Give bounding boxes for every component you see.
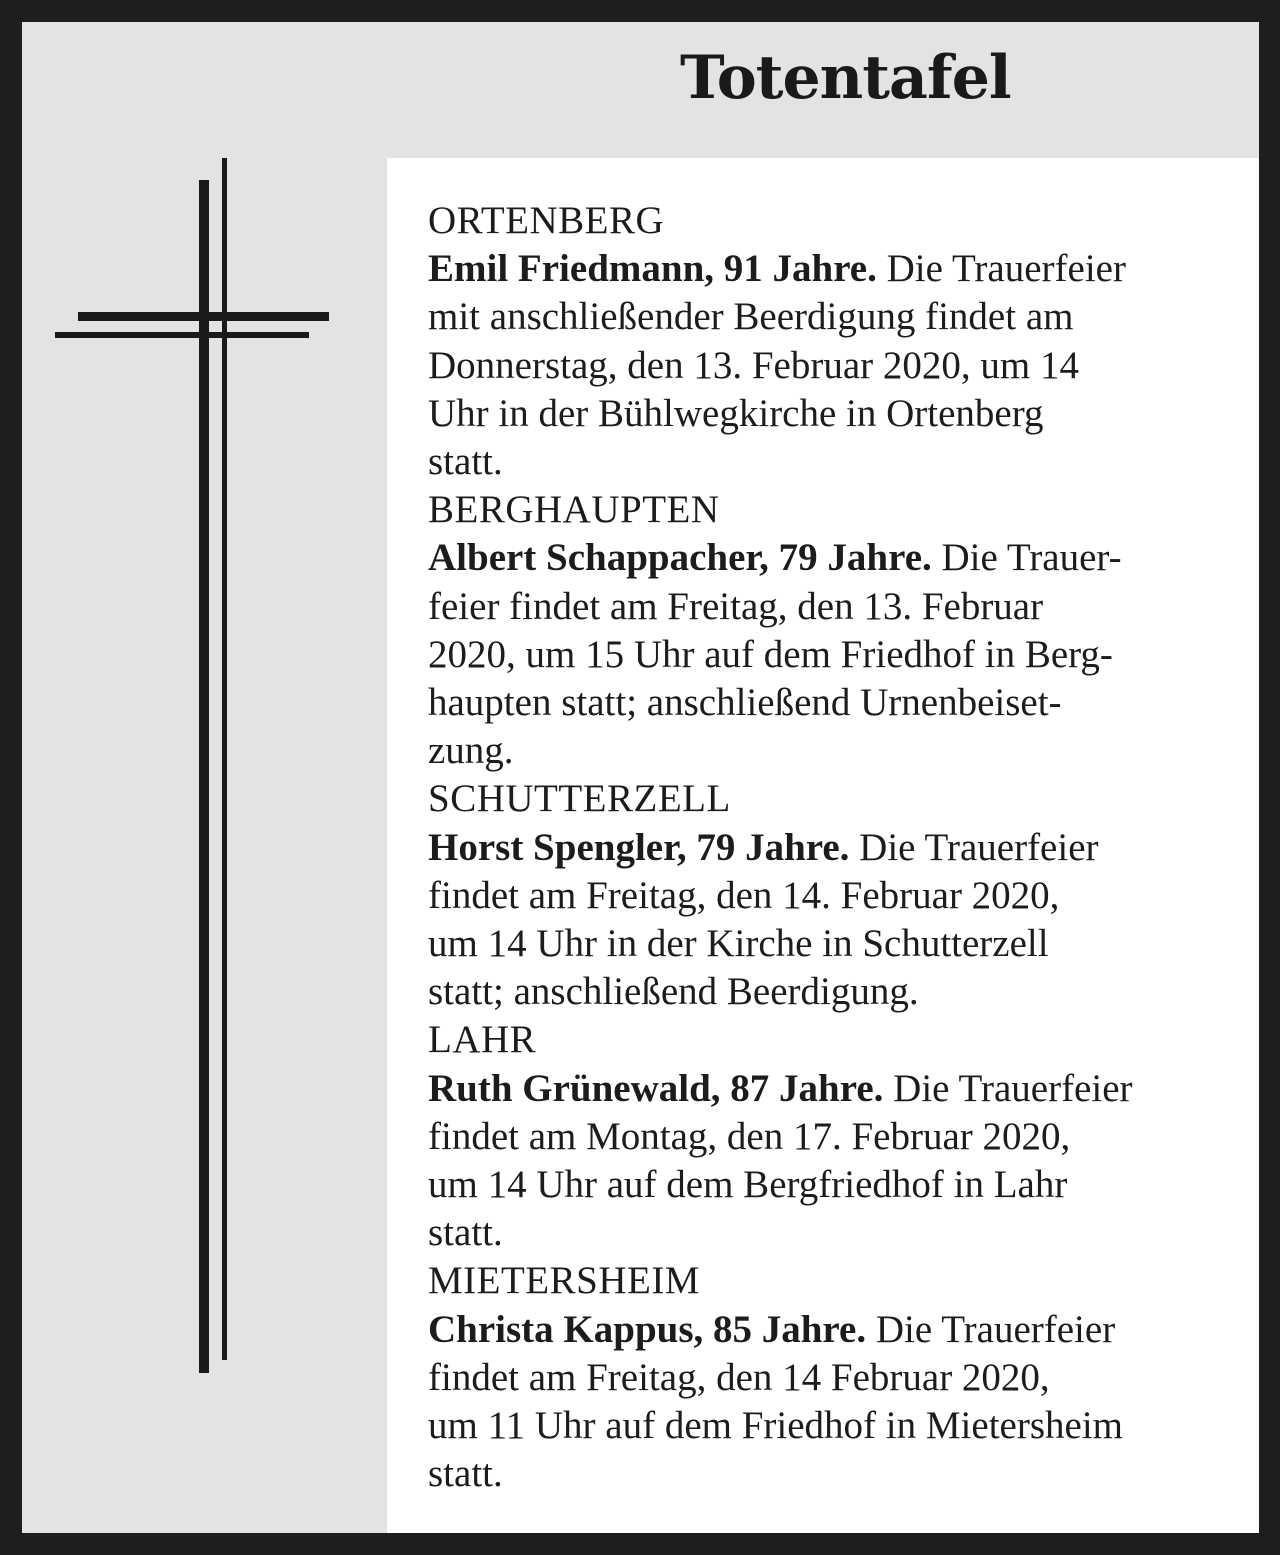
entry-line (428, 1065, 1248, 1113)
obituary-entry (428, 197, 1248, 486)
entry-line (428, 534, 1248, 582)
entry-line: statt. (428, 1452, 503, 1496)
entry-place: ORTENBERG (428, 199, 665, 242)
entry-line (428, 824, 1248, 872)
entry-line: statt. (428, 440, 503, 484)
entry-name-age: Horst Spengler, 79 Jahre. (428, 825, 850, 869)
entry-line: Uhr in der Bühlwegkirche in Ortenberg (428, 391, 1044, 435)
entry-line (428, 1306, 1248, 1354)
entry-line: um 14 Uhr auf dem Bergfriedhof in Lahr (428, 1163, 1068, 1207)
obituary-entry (428, 1257, 1248, 1498)
entry-line (428, 245, 1248, 293)
entry-place: BERGHAUPTEN (428, 488, 720, 532)
obituary-entry (428, 1016, 1248, 1257)
entry-name-age: Christa Kappus, 85 Jahre. (428, 1307, 867, 1351)
entry-text: Die Trauerfeier (883, 1066, 1133, 1110)
entry-line: um 14 Uhr in der Kirche in Schutterzell (428, 922, 1049, 966)
entry-line: findet am Freitag, den 14. Februar 2020, (428, 873, 1060, 917)
entry-line: mit anschließender Beerdigung findet am (428, 295, 1074, 339)
entry-line: findet am Montag, den 17. Februar 2020, (428, 1114, 1071, 1158)
entry-text: Die Trauerfeier (876, 247, 1126, 291)
entry-line: 2020, um 15 Uhr auf dem Friedhof in Berg- (428, 632, 1113, 676)
cross-icon (52, 155, 334, 1380)
entry-line: statt. (428, 1211, 503, 1255)
entry-place: SCHUTTERZELL (428, 777, 731, 821)
page-title: Totentafel (680, 43, 1011, 113)
entry-line: Donnerstag, den 13. Februar 2020, um 14 (428, 343, 1079, 387)
entry-place: MIETERSHEIM (428, 1259, 700, 1303)
entry-name-age: Emil Friedmann, 91 Jahre. (428, 247, 877, 291)
entry-line: um 11 Uhr auf dem Friedhof in Mietersheim (428, 1404, 1123, 1448)
obituary-list (428, 197, 1248, 1498)
entry-text: Die Trauer- (931, 536, 1122, 580)
obituary-entry (428, 775, 1248, 1016)
entry-line: feier findet am Freitag, den 13. Februar (428, 584, 1044, 628)
obituary-entry (428, 486, 1248, 775)
entry-text: Die Trauerfeier (849, 825, 1099, 869)
entry-line: findet am Freitag, den 14 Februar 2020, (428, 1355, 1050, 1399)
entry-line: zung. (428, 729, 514, 773)
entry-name-age: Albert Schappacher, 79 Jahre. (428, 536, 932, 580)
entry-place: LAHR (428, 1018, 537, 1062)
entry-line: haupten statt; anschließend Urnenbeiset- (428, 681, 1062, 725)
entry-line: statt; anschließend Beerdigung. (428, 970, 919, 1014)
entry-text: Die Trauerfeier (866, 1307, 1116, 1351)
entry-name-age: Ruth Grünewald, 87 Jahre. (428, 1066, 884, 1110)
